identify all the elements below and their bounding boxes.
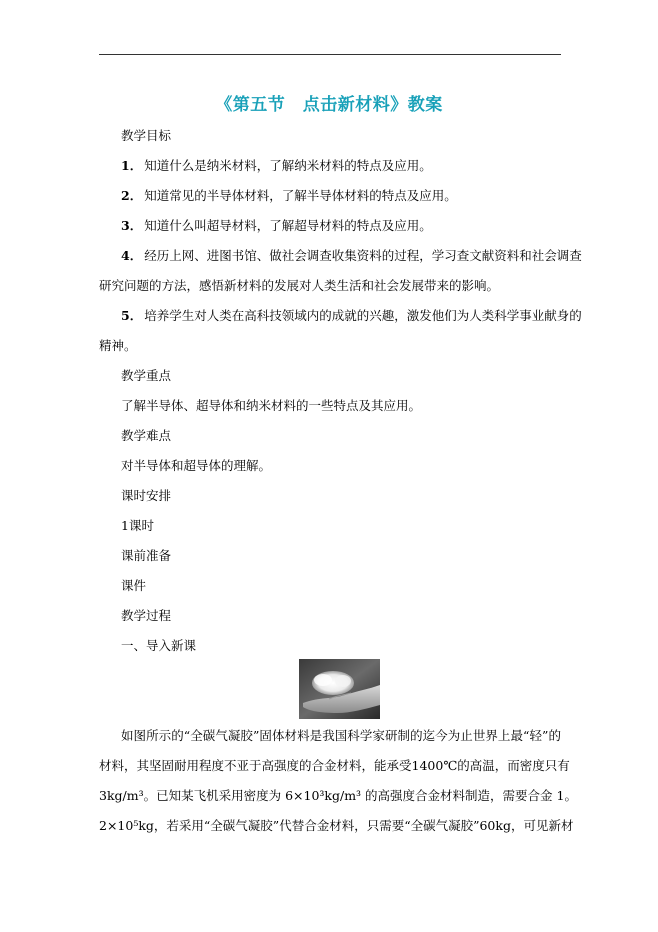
schedule-text: 1课时 (121, 518, 154, 533)
objective-text: 知道什么是纳米材料，了解纳米材料的特点及应用。 (144, 158, 432, 173)
paragraph-line-4: 2×10⁵kg，若采用“全碳气凝胶”代替合金材料，只需要“全碳气凝胶”60kg，可见新材 (99, 818, 574, 833)
paragraph-line-3: 3kg/m³。已知某飞机采用密度为 6×10³kg/m³ 的高强度合金材料制造，需要合金 1。 (99, 788, 577, 803)
objectives-heading: 教学目标 (121, 128, 172, 143)
objective-text: 培养学生对人类在高科技领域内的成就的兴趣，激发他们为人类科学事业献身的 (144, 308, 582, 323)
section-one-heading: 一、导入新课 (121, 638, 197, 653)
objective-5-line-2: 精神。 (99, 338, 137, 353)
objective-1 (121, 158, 432, 174)
difficulties-text: 对半导体和超导体的理解。 (121, 458, 272, 473)
objective-text: 知道什么叫超导材料，了解超导材料的特点及应用。 (144, 218, 432, 233)
schedule-heading: 课时安排 (121, 488, 172, 503)
key-points-text: 了解半导体、超导体和纳米材料的一些特点及其应用。 (121, 398, 422, 413)
objective-text: 经历上网、进图书馆、做社会调查收集资料的过程，学习查文献资料和社会调查 (144, 248, 582, 263)
objective-number: 5． (121, 308, 143, 323)
page-title: 《第五节 点击新材料》教案 (215, 95, 443, 115)
objective-number: 3． (121, 218, 143, 233)
objective-number: 4． (121, 248, 143, 263)
header-rule (99, 54, 561, 55)
objective-number: 1． (121, 158, 143, 173)
objective-4-line-2: 研究问题的方法，感悟新材料的发展对人类生活和社会发展带来的影响。 (99, 278, 500, 293)
difficulties-heading: 教学难点 (121, 428, 172, 443)
paragraph-line-1: 如图所示的“全碳气凝胶”固体材料是我国科学家研制的迄今为止世界上最“轻”的 (121, 728, 561, 743)
process-heading: 教学过程 (121, 608, 172, 623)
key-points-heading: 教学重点 (121, 368, 172, 383)
preparation-text: 课件 (121, 578, 147, 593)
paragraph-line-2: 材料，其坚固耐用程度不亚于高强度的合金材料，能承受1400℃的高温，而密度只有 (99, 758, 570, 773)
aerogel-on-hand-photo (299, 659, 380, 719)
objective-text: 知道常见的半导体材料，了解半导体材料的特点及应用。 (144, 188, 457, 203)
objective-4-line-1 (121, 248, 582, 264)
objective-3 (121, 218, 432, 234)
preparation-heading: 课前准备 (121, 548, 172, 563)
objective-number: 2． (121, 188, 143, 203)
objective-2 (121, 188, 457, 204)
objective-5-line-1 (121, 308, 582, 324)
